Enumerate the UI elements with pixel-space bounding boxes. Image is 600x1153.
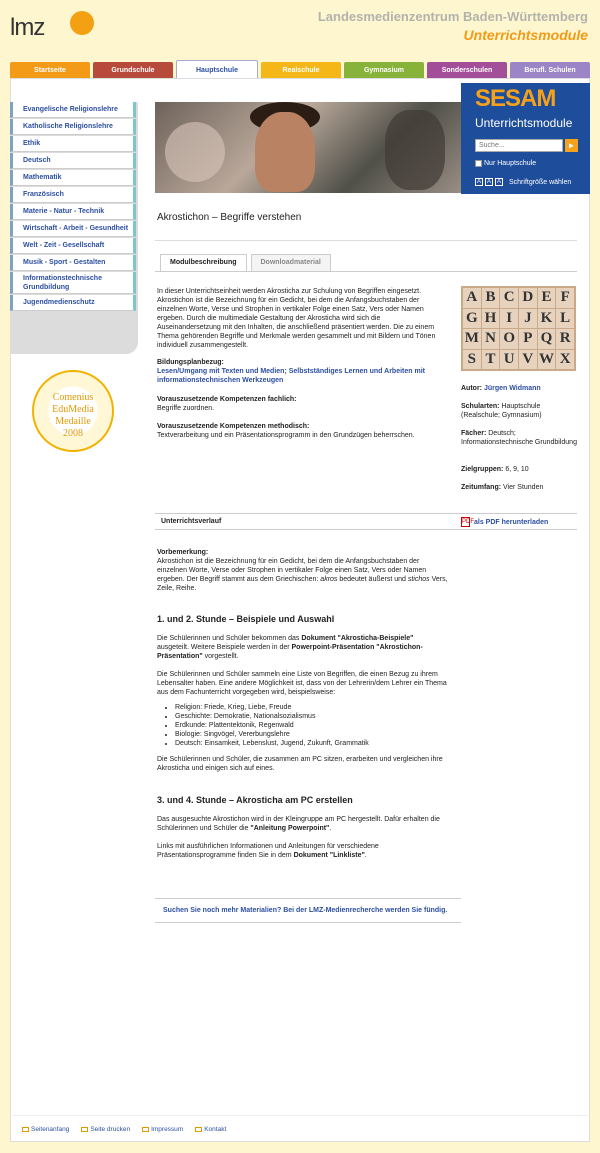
letter-stamp: G [463, 309, 481, 329]
vorbemerkung-text: Akrostichon ist die Bezeichnung für ein Gedicht, bei dem die Anfangsbuchstaben der einzelnen Worte, Verse oder Strophen in vertikaler Folge einen Satz, Vers oder Namen ergeben. Der Begriff stammt aus dem Griechischen: [157, 558, 427, 583]
section-1-p3: Die Schülerinnen und Schüler, die zusammen am PC sitzen, erarbeiten und vergleichen ihre Akrosticha und einigen sich auf eines. [157, 756, 443, 772]
schularten-label: Schularten: [461, 403, 500, 410]
komp-fach-section [157, 395, 447, 413]
zeitumfang-label: Zeitumfang: [461, 484, 502, 491]
faecher-info [461, 429, 581, 447]
s2-p2a: Links mit ausführlichen Informationen und Anleitungen für verschiedene Präsentationsprogramme finden Sie in dem [157, 843, 379, 859]
medal-line-4: 2008 [63, 428, 83, 439]
sesam-search-panel [461, 83, 590, 194]
letter-stamp: R [556, 329, 574, 349]
faecher-value: Deutsch; Informationstechnische Grundbildung [461, 430, 577, 446]
ppt-akrostichon-praesentation: Powerpoint-Präsentation "Akrostichon-Präsentation" [157, 644, 423, 660]
footer-link-icon [81, 1127, 88, 1132]
s1-p1c: ausgeteilt. Weitere Beispiele werden in der [157, 644, 292, 651]
zielgruppen-value: 6, 9, 10 [505, 466, 529, 473]
letter-stamp: O [500, 329, 518, 349]
bildungsplan-link[interactable]: Lesen/Umgang mit Texten und Medien; Selbstständiges Lernen und Arbeiten mit informationstechnischen Werkzeugen [157, 368, 425, 384]
section-2-p1 [157, 815, 447, 833]
letter-stamp: L [556, 309, 574, 329]
sesam-logo: SESAM [475, 85, 556, 112]
sidebar-item[interactable]: Ethik [10, 136, 136, 152]
sidebar-item[interactable]: Informationstechnische Grundbildung [10, 272, 136, 294]
author-link[interactable]: Jürgen Widmann [483, 385, 541, 392]
medienrecherche-link[interactable]: Suchen Sie noch mehr Materialien? Bei der LMZ-Medienrecherche werden Sie fündig. [155, 898, 461, 923]
tab-startseite[interactable]: Startseite [10, 62, 90, 79]
tab-realschule[interactable]: Realschule [261, 62, 341, 79]
letter-stamp: U [500, 350, 518, 370]
vorbemerkung-mid: bedeutet äußerst und [337, 576, 408, 583]
only-hauptschule-checkbox[interactable] [475, 160, 536, 167]
letter-stamp: H [482, 309, 500, 329]
letter-stamp: X [556, 350, 574, 370]
font-small-button[interactable]: A [476, 179, 481, 185]
list-item: • Erdkunde: Plattentektonik, Regenwald [175, 721, 447, 730]
font-size-label: Schriftgröße wählen [509, 178, 572, 186]
list-item: • Biologie: Singvögel, Vererbungslehre [175, 730, 447, 739]
faecher-label: Fächer: [461, 430, 487, 437]
divider [155, 271, 577, 272]
search-button[interactable]: ► [565, 139, 578, 152]
footer-link-icon [142, 1127, 149, 1132]
footer-link-icon [22, 1127, 29, 1132]
footer-link-label: Kontakt [204, 1126, 227, 1133]
medal-line-3: Medaille [55, 416, 91, 427]
komp-meth-section [157, 422, 447, 440]
tab-grundschule[interactable]: Grundschule [93, 62, 173, 79]
tab-downloadmaterial[interactable]: Downloadmaterial [251, 254, 331, 271]
vorbemerkung [157, 548, 449, 593]
tab-berufl-schulen[interactable]: Berufl. Schulen [510, 62, 590, 79]
doc-linkliste: Dokument "Linkliste" [293, 852, 365, 859]
footer-link-icon [195, 1127, 202, 1132]
zeitumfang-info [461, 483, 581, 492]
vorbemerkung-end: Vers, Zeile, Reihe. [157, 576, 448, 592]
author-info [461, 384, 581, 393]
lmz-logo[interactable]: lmz [10, 14, 45, 41]
content-tabs [160, 254, 331, 271]
sidebar-item[interactable]: Wirtschaft - Arbeit - Gesundheit [10, 221, 136, 237]
zeitumfang-value: Vier Stunden [503, 484, 544, 491]
section-2-p2 [157, 842, 447, 860]
letter-stamp: J [519, 309, 537, 329]
site-subtitle: Unterrichtsmodule [463, 27, 588, 43]
letter-stamp: D [519, 288, 537, 308]
font-size-selector [475, 178, 571, 186]
list-item: • Geschichte: Demokratie, Nationalsozialismus [175, 712, 447, 721]
komp-fach-text: Begriffe zuordnen. [157, 405, 215, 412]
font-large-button[interactable]: A [496, 179, 501, 185]
medal-line-1: Comenius [52, 392, 94, 403]
list-item: • Deutsch: Einsamkeit, Lebenslust, Jugend, Zukunft, Grammatik [175, 739, 447, 748]
s1-p1e: vorgestellt. [202, 653, 239, 660]
tab-sonderschulen[interactable]: Sonderschulen [427, 62, 507, 79]
footer-link[interactable] [22, 1126, 69, 1133]
letter-stamp: A [463, 288, 481, 308]
letter-stamp: I [500, 309, 518, 329]
schularten-value: Hauptschule (Realschule; Gymnasium) [461, 403, 542, 419]
topic-list [157, 703, 447, 748]
pdf-link-label: als PDF herunterladen [474, 518, 549, 526]
s2-p1a: Das ausgesuchte Akrostichon wird in der Kleingruppe am PC hergestellt. Dafür erhalten die Schülerinnen und Schüler die [157, 816, 440, 832]
letter-stamp: N [482, 329, 500, 349]
sesam-subtitle: Unterrichtsmodule [475, 116, 573, 130]
sidebar-item[interactable]: Französisch [10, 187, 136, 203]
pdf-icon: PDF [462, 519, 474, 525]
footer-link[interactable] [81, 1126, 130, 1133]
letter-stamp: Q [538, 329, 556, 349]
section-1-p1 [157, 634, 447, 661]
footer-link[interactable] [142, 1126, 183, 1133]
sidebar-item[interactable]: Welt - Zeit - Gesellschaft [10, 238, 136, 254]
letter-stamp: T [482, 350, 500, 370]
intro-text: In dieser Unterrichtseinheit werden Akrosticha zur Schulung von Begriffen eingesetzt. Akrostichon ist die Bezeichnung für ein Gedicht, bei dem die Anfangsbuchstaben der einzelnen Worte, Verse und Strophen in vertikaler Folge einen Satz, Vers oder Namen ergeben. Durch die multimediale Gestaltung der Akrosticha wird sich die Auseinandersetzung mit den Inhalten, die anschließend präsentiert werden. Die zu einem Thema gehörenden Begriffe und Merkmale werden gesammelt und mit Bildern und Tönen individuell zusammengestellt. [157, 288, 436, 349]
verlauf-label: Unterrichtsverlauf [161, 518, 222, 525]
subject-nav [10, 102, 138, 354]
sidebar-item[interactable]: Evangelische Religionslehre [10, 102, 136, 118]
sidebar-item[interactable]: Mathematik [10, 170, 136, 186]
bildungsplan-section [157, 358, 447, 385]
footer-link-label: Seite drucken [90, 1126, 131, 1133]
letter-stamp: V [519, 350, 537, 370]
letter-stamp: P [519, 329, 537, 349]
letter-stamps-image [461, 286, 576, 371]
letter-stamp: F [556, 288, 574, 308]
logo-dot [70, 11, 94, 35]
list-item: • Religion: Friede, Krieg, Liebe, Freude [175, 703, 447, 712]
org-name: Landesmedienzentrum Baden-Württemberg [317, 9, 588, 24]
sidebar-item[interactable]: Jugendmedienschutz [10, 295, 136, 311]
section-1-title: 1. und 2. Stunde – Beispiele und Auswahl [157, 614, 335, 624]
tab-hauptschule[interactable]: Hauptschule [176, 60, 258, 79]
s2-p2c: . [364, 852, 367, 859]
komp-fach-label: Vorauszusetzende Kompetenzen fachlich: [157, 396, 297, 403]
bildungsplan-label: Bildungsplanbezug: [157, 359, 224, 366]
footer-link-label: Impressum [151, 1126, 184, 1133]
word-stichos: stichos [407, 576, 430, 583]
schularten-info [461, 402, 581, 420]
sidebar-item[interactable]: Deutsch [10, 153, 136, 169]
footer-link[interactable] [195, 1126, 226, 1133]
comenius-medal [32, 370, 114, 452]
hero-image [155, 102, 461, 193]
sidebar-item[interactable]: Musik - Sport - Gestalten [10, 255, 136, 271]
s2-p1c: . [329, 825, 332, 832]
verlauf-header [155, 513, 577, 530]
footer [10, 1115, 590, 1142]
letter-stamp: E [538, 288, 556, 308]
sidebar-item[interactable]: Materie - Natur - Technik [10, 204, 136, 220]
doc-akrosticha-beispiele: Dokument "Akrosticha-Beispiele" [301, 635, 414, 642]
zielgruppen-info [461, 465, 581, 474]
medal-line-2: EduMedia [52, 404, 94, 415]
letter-stamp: S [463, 350, 481, 370]
section-2-title: 3. und 4. Stunde – Akrosticha am PC erstellen [157, 795, 353, 805]
komp-meth-text: Textverarbeitung und ein Präsentationsprogramm in den Grundzügen beherrschen. [157, 432, 415, 439]
letter-stamp: K [538, 309, 556, 329]
section-1-p2: Die Schülerinnen und Schüler sammeln eine Liste von Begriffen, die einen Bezug zu ihrem Lebensalter haben. Eine andere Möglichkeit ist, dass von der Lehrerin/dem Lehrer ein Thema aus dem Fachunterricht vorgegeben wird, beispielsweise: [157, 671, 447, 696]
letter-stamp: C [500, 288, 518, 308]
search-input[interactable] [475, 139, 563, 152]
zielgruppen-label: Zielgruppen: [461, 466, 504, 473]
pdf-download-link[interactable] [461, 517, 548, 527]
tab-gymnasium[interactable]: Gymnasium [344, 62, 424, 79]
letter-stamp: W [538, 350, 556, 370]
word-akros: akros [320, 576, 338, 583]
font-medium-button[interactable]: A [486, 179, 491, 185]
vorbemerkung-label: Vorbemerkung: [157, 549, 209, 556]
anleitung-powerpoint: "Anleitung Powerpoint" [250, 825, 330, 832]
divider [155, 240, 577, 241]
tab-modulbeschreibung[interactable]: Modulbeschreibung [160, 254, 247, 271]
komp-meth-label: Vorauszusetzende Kompetenzen methodisch: [157, 423, 310, 430]
page-title: Akrostichon – Begriffe verstehen [157, 212, 302, 223]
school-type-tabs [10, 61, 590, 79]
checkbox-label: Nur Hauptschule [484, 160, 537, 167]
letter-stamp: B [482, 288, 500, 308]
sidebar-item[interactable]: Katholische Religionslehre [10, 119, 136, 135]
author-label: Autor: [461, 385, 482, 392]
letter-stamp: M [463, 329, 481, 349]
footer-link-label: Seitenanfang [31, 1126, 70, 1133]
s1-p1a: Die Schülerinnen und Schüler bekommen das [157, 635, 302, 642]
